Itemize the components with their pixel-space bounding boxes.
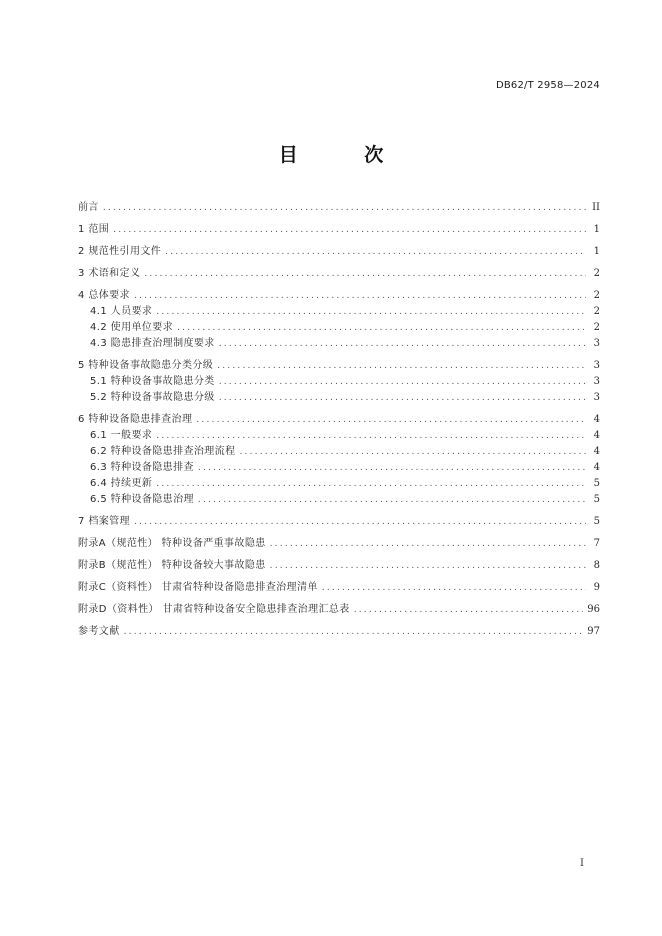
toc-label: 附录D（资料性） 甘肃省特种设备安全隐患排查治理汇总表	[78, 604, 350, 615]
dot-leader	[124, 624, 584, 640]
toc-page-number: 7	[593, 538, 600, 549]
dot-leader	[270, 558, 586, 574]
toc-page-number: 96	[587, 604, 600, 615]
toc-page-number: 4	[593, 462, 600, 473]
toc-entry-4-1[interactable]	[78, 304, 600, 320]
toc-page-number: 1	[593, 246, 600, 257]
dot-leader	[219, 390, 586, 406]
toc-page-number: 1	[593, 224, 600, 235]
page-number: I	[580, 858, 584, 869]
toc-entry-5[interactable]	[78, 358, 600, 374]
toc-label: 附录A（规范性） 特种设备严重事故隐患	[78, 538, 266, 549]
dot-leader	[198, 460, 586, 476]
toc-label: 6.1 一般要求	[90, 430, 153, 441]
toc-page-number: 2	[593, 268, 600, 279]
toc-label: 附录B（规范性） 特种设备较大事故隐患	[78, 560, 266, 571]
toc-label: 6.5 特种设备隐患治理	[90, 494, 194, 505]
toc-page-number: 2	[593, 306, 600, 317]
page-title: 目 次	[278, 144, 414, 166]
dot-leader	[165, 244, 586, 260]
dot-leader	[144, 266, 586, 282]
toc-page-number: 2	[593, 322, 600, 333]
dot-leader	[354, 602, 584, 618]
toc-page-number: 4	[593, 430, 600, 441]
toc-label: 4.1 人员要求	[90, 306, 153, 317]
toc-label: 4.3 隐患排查治理制度要求	[90, 338, 215, 349]
toc-label: 前言	[78, 202, 99, 213]
toc-entry-appendix-b[interactable]	[78, 558, 600, 574]
toc-label: 4 总体要求	[78, 290, 130, 301]
toc-page-number: 3	[593, 392, 600, 403]
toc-entry-6-1[interactable]	[78, 428, 600, 444]
dot-leader	[219, 336, 586, 352]
dot-leader	[270, 536, 586, 552]
toc-entry-5-1[interactable]	[78, 374, 600, 390]
dot-leader	[134, 514, 586, 530]
toc-page-number: 2	[593, 290, 600, 301]
dot-leader	[239, 444, 586, 460]
toc-entry-6-2[interactable]	[78, 444, 600, 460]
toc-page-number: 4	[593, 446, 600, 457]
toc-label: 6.4 持续更新	[90, 478, 153, 489]
dot-leader	[177, 320, 586, 336]
document-code: DB62/T 2958—2024	[495, 80, 600, 91]
toc-entry-4-2[interactable]	[78, 320, 600, 336]
toc-label: 参考文献	[78, 626, 120, 637]
toc-entry-2[interactable]	[78, 244, 600, 260]
toc-entry-appendix-a[interactable]	[78, 536, 600, 552]
dot-leader	[103, 200, 586, 216]
toc-entry-6-4[interactable]	[78, 476, 600, 492]
toc-label: 1 范围	[78, 224, 110, 235]
toc-page-number: II	[592, 202, 600, 213]
dot-leader	[217, 358, 586, 374]
toc-entry-6-5[interactable]	[78, 492, 600, 508]
toc-page-number: 5	[593, 478, 600, 489]
toc-label: 附录C（资料性） 甘肃省特种设备隐患排查治理清单	[78, 582, 318, 593]
toc-entry-6-3[interactable]	[78, 460, 600, 476]
toc-label: 5 特种设备事故隐患分类分级	[78, 360, 214, 371]
toc-entry-appendix-c[interactable]	[78, 580, 600, 596]
toc-page-number: 3	[593, 338, 600, 349]
toc-entry-3[interactable]	[78, 266, 600, 282]
toc-entry-6[interactable]	[78, 412, 600, 428]
toc-entry-1[interactable]	[78, 222, 600, 238]
toc-page-number: 5	[593, 494, 600, 505]
toc-label: 3 术语和定义	[78, 268, 141, 279]
toc-label: 6 特种设备隐患排查治理	[78, 414, 193, 425]
dot-leader	[196, 412, 586, 428]
toc-entry-foreword[interactable]	[78, 200, 600, 216]
toc-entry-7[interactable]	[78, 514, 600, 530]
toc-entry-references[interactable]	[78, 624, 600, 640]
toc-page-number: 9	[593, 582, 600, 593]
toc-page-number: 3	[593, 376, 600, 387]
toc-label: 6.2 特种设备隐患排查治理流程	[90, 446, 236, 457]
toc-page-number: 4	[593, 414, 600, 425]
dot-leader	[219, 374, 586, 390]
toc-page-number: 3	[593, 360, 600, 371]
dot-leader	[156, 476, 586, 492]
toc-label: 4.2 使用单位要求	[90, 322, 174, 333]
dot-leader	[113, 222, 586, 238]
dot-leader	[198, 492, 586, 508]
toc-page-number: 8	[593, 560, 600, 571]
toc-entry-appendix-d[interactable]	[78, 602, 600, 618]
toc-label: 6.3 特种设备隐患排查	[90, 462, 194, 473]
toc-page-number: 5	[593, 516, 600, 527]
table-of-contents	[78, 200, 600, 640]
dot-leader	[322, 580, 586, 596]
toc-label: 7 档案管理	[78, 516, 130, 527]
toc-entry-4-3[interactable]	[78, 336, 600, 352]
dot-leader	[134, 288, 586, 304]
toc-page-number: 97	[587, 626, 600, 637]
toc-entry-5-2[interactable]	[78, 390, 600, 406]
dot-leader	[156, 428, 586, 444]
toc-label: 2 规范性引用文件	[78, 246, 162, 257]
dot-leader	[156, 304, 586, 320]
toc-entry-4[interactable]	[78, 288, 600, 304]
toc-label: 5.1 特种设备事故隐患分类	[90, 376, 215, 387]
toc-label: 5.2 特种设备事故隐患分级	[90, 392, 215, 403]
